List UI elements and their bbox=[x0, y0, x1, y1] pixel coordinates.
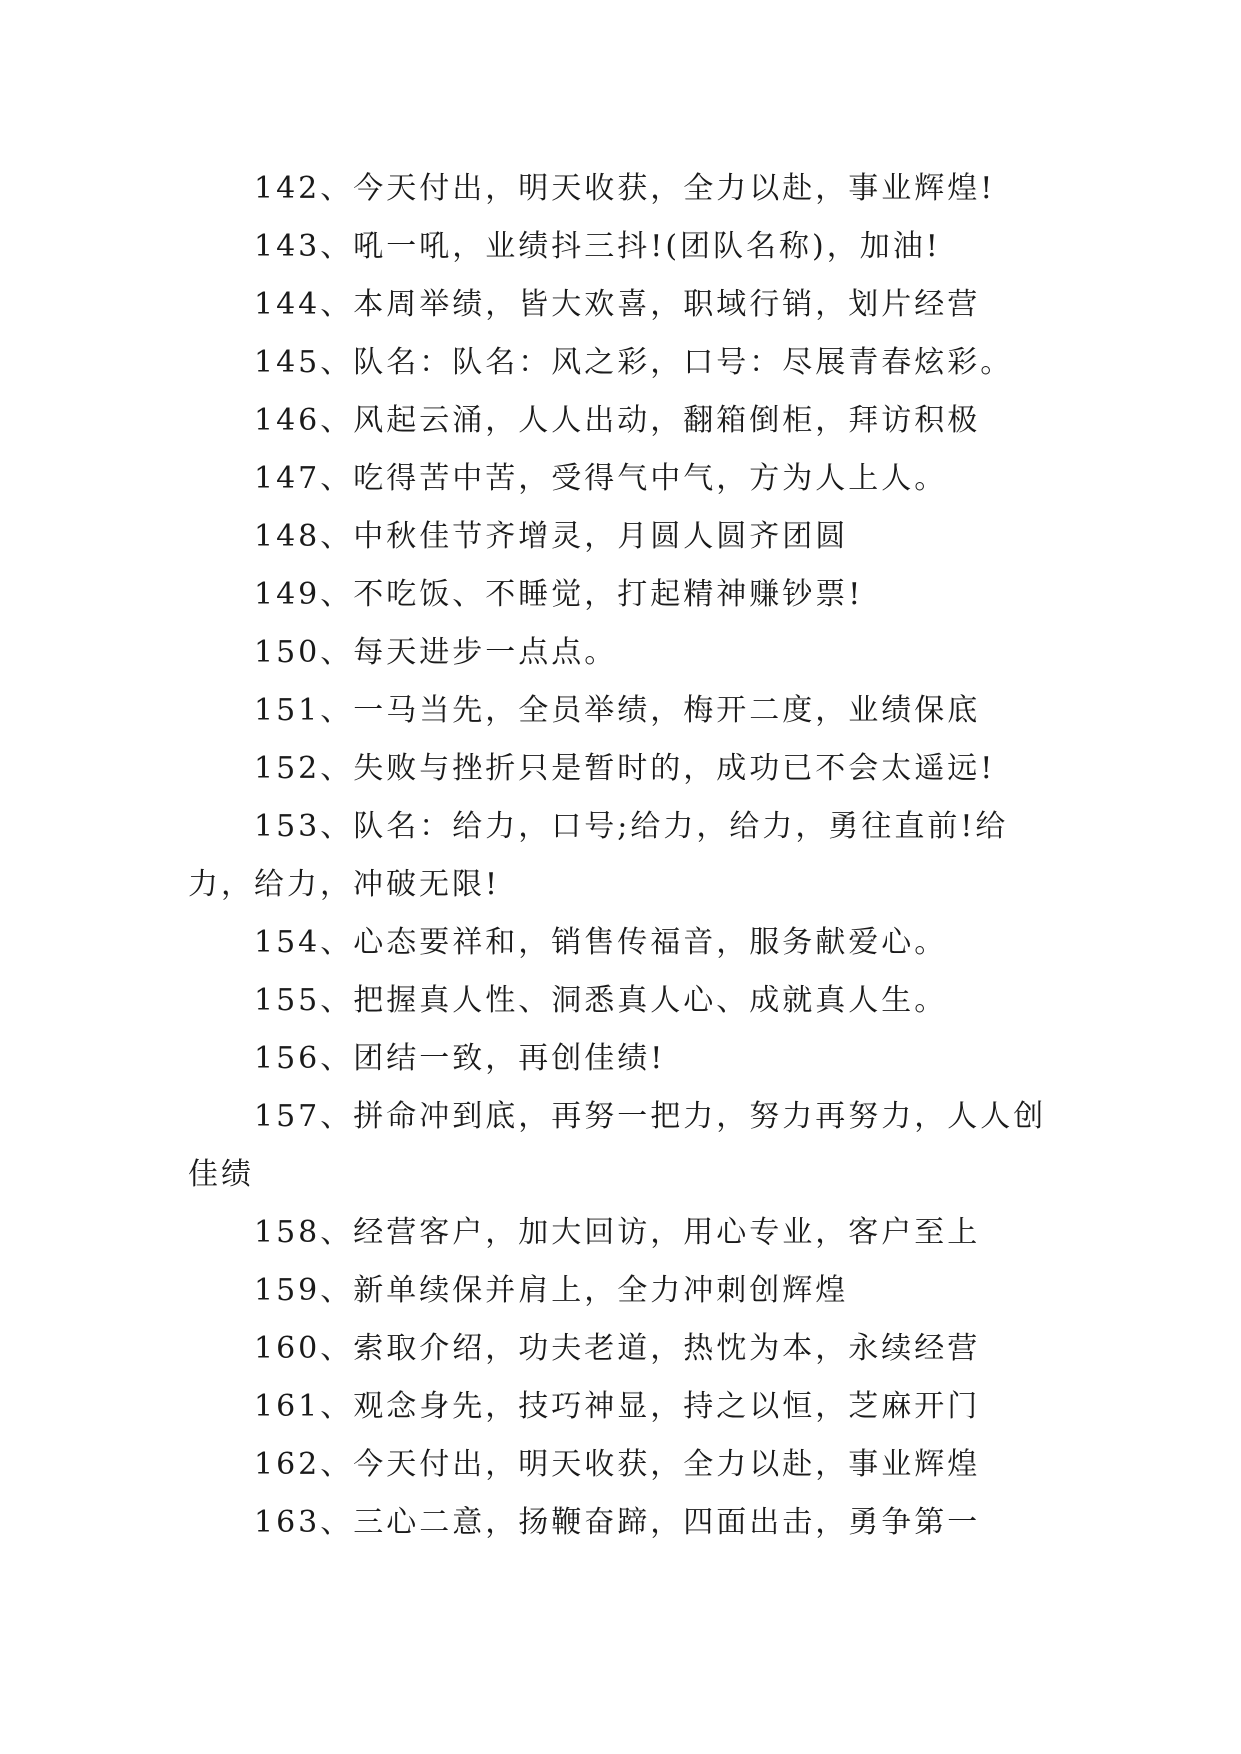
list-item: 148、中秋佳节齐增灵，月圆人圆齐团圆 bbox=[254, 519, 849, 554]
list-item: 147、吃得苦中苦，受得气中气，方为人上人。 bbox=[254, 461, 948, 496]
list-item: 156、团结一致，再创佳绩! bbox=[254, 1041, 666, 1076]
list-item: 144、本周举绩，皆大欢喜，职域行销，划片经营 bbox=[254, 287, 981, 322]
list-item: 142、今天付出，明天收获，全力以赴，事业辉煌! bbox=[254, 171, 996, 206]
list-item: 160、索取介绍，功夫老道，热忱为本，永续经营 bbox=[254, 1331, 981, 1366]
list-item: 155、把握真人性、洞悉真人心、成就真人生。 bbox=[254, 983, 948, 1018]
list-item: 163、三心二意，扬鞭奋蹄，四面出击，勇争第一 bbox=[254, 1505, 981, 1540]
list-item: 149、不吃饭、不睡觉，打起精神赚钞票! bbox=[254, 577, 864, 612]
list-item: 153、队名：给力，口号;给力，给力，勇往直前!给力，给力，冲破无限! bbox=[188, 809, 1009, 902]
list-item: 152、失败与挫折只是暂时的，成功已不会太遥远! bbox=[254, 751, 996, 786]
list-item: 145、队名：队名：风之彩，口号：尽展青春炫彩。 bbox=[254, 345, 1014, 380]
list-item: 158、经营客户，加大回访，用心专业，客户至上 bbox=[254, 1215, 981, 1250]
slogan-list bbox=[188, 160, 1068, 1552]
list-item: 150、每天进步一点点。 bbox=[254, 635, 618, 670]
list-item: 161、观念身先，技巧神显，持之以恒，芝麻开门 bbox=[254, 1389, 981, 1424]
list-item: 157、拼命冲到底，再努一把力，努力再努力，人人创佳绩 bbox=[188, 1099, 1047, 1192]
list-item: 151、一马当先，全员举绩，梅开二度，业绩保底 bbox=[254, 693, 981, 728]
list-item: 143、吼一吼，业绩抖三抖!(团队名称)，加油! bbox=[254, 229, 941, 264]
list-item: 154、心态要祥和，销售传福音，服务献爱心。 bbox=[254, 925, 948, 960]
list-item: 162、今天付出，明天收获，全力以赴，事业辉煌 bbox=[254, 1447, 981, 1482]
list-item: 146、风起云涌，人人出动，翻箱倒柜，拜访积极 bbox=[254, 403, 981, 438]
list-item: 159、新单续保并肩上，全力冲刺创辉煌 bbox=[254, 1273, 849, 1308]
